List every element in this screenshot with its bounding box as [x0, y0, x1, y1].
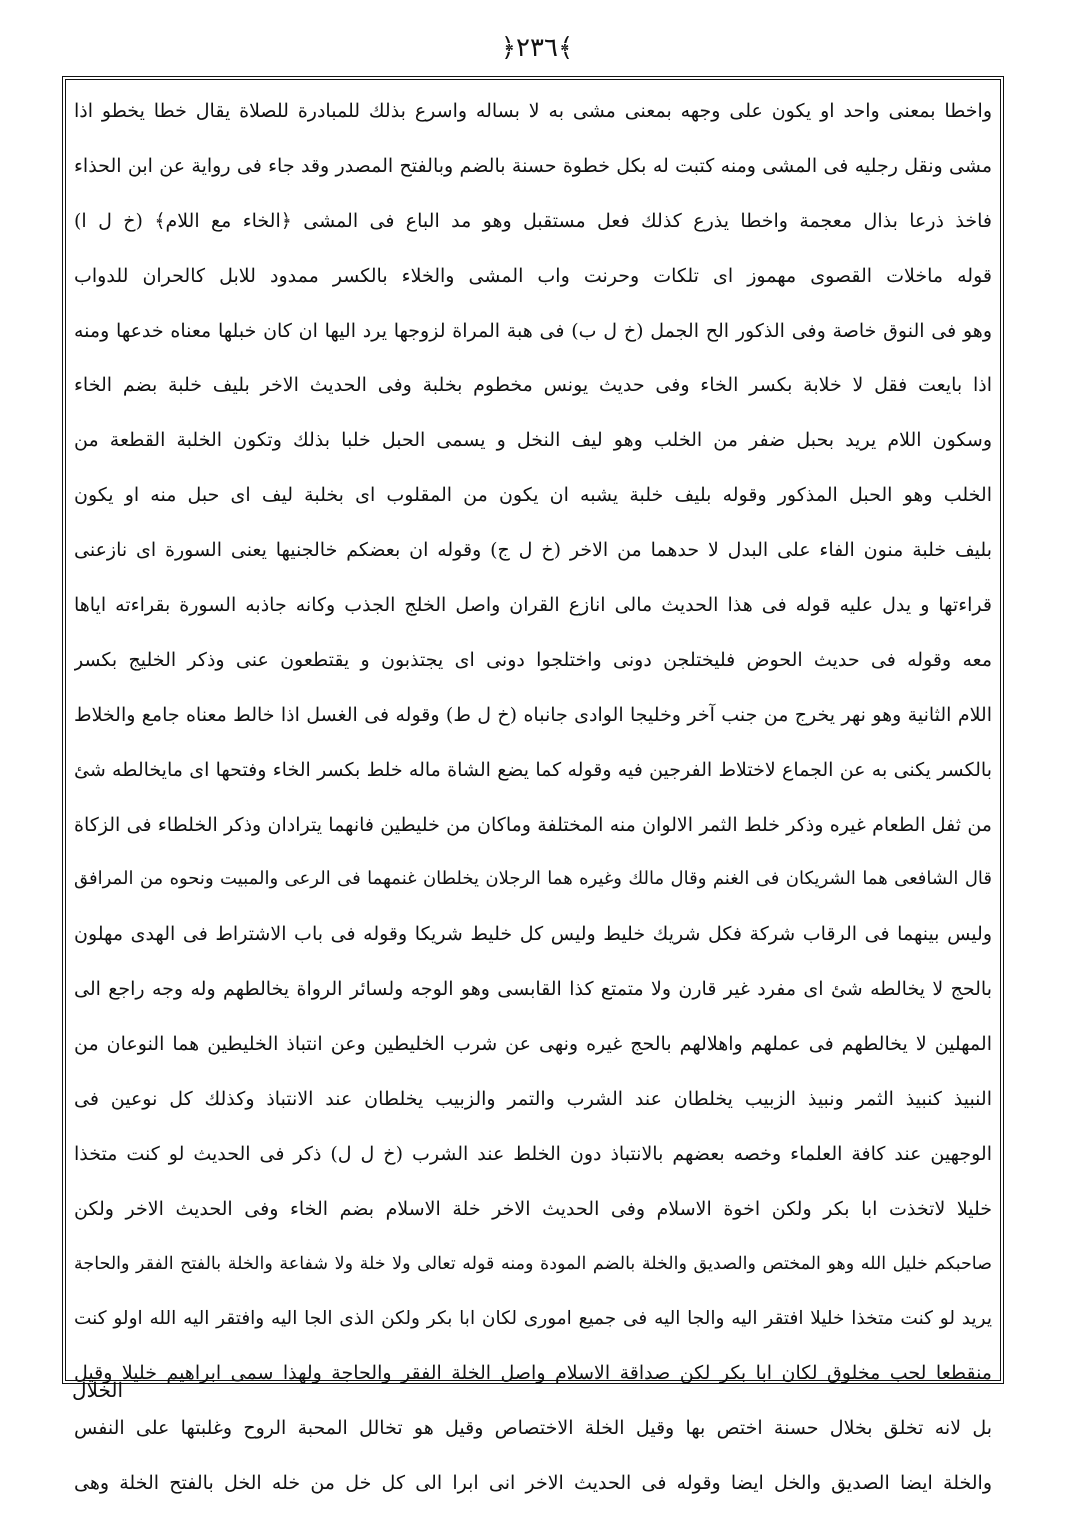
text-line: قال الشافعى هما الشريكان فى الغنم وقال مالك وغيره هما الرجلان يخلطان غنمهما فى الرعى والمبيت ونحوه من المرافق — [74, 868, 992, 890]
page-number: ﴿٢٣٦﴾ — [500, 33, 574, 63]
text-line: مشى ونقل رجليه فى المشى ومنه كتبت له بكل خطوة حسنة بالضم وبالفتح المصدر وقد جاء فى رواية عن ابن الحذاء — [74, 154, 992, 177]
text-line: اللام الثانية وهو نهر يخرج من جنب آخر وخليجا الوادى جانباه (خ ل ط) وقوله فى الغسل اذا خالط معناه جامع والخلاط — [74, 703, 992, 726]
text-line: معه وقوله فى حديث الحوض فليختلجن دونى واختلجوا دونى اى يجتذبون و يقتطعون عنى وذكر الخليج بكسر — [74, 648, 992, 671]
text-line: بالكسر يكنى به عن الجماع لاختلاط الفرجين فيه وقوله كما يضع الشاة ماله خلط بكسر الخاء وفتحها اى مايخالطه شئ — [74, 758, 992, 781]
text-line: يريد لو كنت متخذا خليلا افتقر اليه والجا اليه فى جميع امورى لكان ابا بكر ولكن الذى الجا اليه وافتقر اليه الله اولو كنت — [74, 1307, 992, 1329]
text-line: وهو فى النوق خاصة وفى الذكور الح الجمل (خ ل ب) فى هبة المراة لزوجها يرد اليها ان كان خبلها معناه خدعها ومنه — [74, 319, 992, 342]
text-line: خليلا لاتخذت ابا بكر ولكن اخوة الاسلام وفى الحديث الاخر خلة الاسلام بضم الخاء وفى الحديث الاخر ولكن — [74, 1197, 992, 1220]
catchword: الخلال — [72, 1378, 124, 1402]
text-line: اذا بايعت فقل لا خلابة بكسر الخاء وفى حديث يونس مخطوم بخلبة وفى الحديث الاخر بليف خلبة بضم الخاء — [74, 374, 992, 397]
text-line: قوله ماخلات القصوى مهموز اى تلكات وحرنت واب المشى والخلاء بالكسر ممدود للابل كالحران للدواب — [74, 264, 992, 287]
text-line: منقطعا لحب مخلوق لكان ابا بكر لكن صداقة الاسلام واصل الخلة الفقر والحاجة ولهذا سمى ابراهيم خليلا وقيل — [74, 1362, 992, 1385]
text-line: بالحج لا يخالطه شئ اى مفرد غير قارن ولا متمتع كذا القابسى وهو الوجه ولسائر الرواة يخالطهم وله وجه راجع الى — [74, 978, 992, 1001]
text-line: بل لانه تخلق بخلال حسنة اختص بها وقيل الخلة الاختصاص وقيل هو تخالل المحبة الروح وغلبتها على النفس — [74, 1417, 992, 1440]
text-line: الوجهين عند كافة العلماء وخصه بعضهم بالانتباذ دون الخلط عند الشرب (خ ل ل) ذكر فى الحديث لو كنت متخذا — [74, 1142, 992, 1165]
text-line: قراءتها و يدل عليه قوله فى هذا الحديث مالى انازع القران واصل الخلج الجذب وكانه جاذبه السورة بقراءته اياها — [74, 594, 992, 617]
text-line: فاخذ ذرعا بذال معجمة واخطا يذرع كذلك فعل مستقبل وهو مد الباع فى المشى ﴿الخاء مع اللام﴾ (خ ل ا) — [74, 209, 992, 232]
text-line: والخلة ايضا الصديق والخل ايضا وقوله فى الحديث الاخر انى ابرا الى كل خل من خله الخل بالفتح الخلة وهى — [74, 1472, 992, 1495]
text-body — [74, 84, 992, 1511]
text-line: صاحبكم خليل الله وهو المختص والصديق والخلة بالضم المودة ومنه قوله تعالى ولا خلة ولا شفاعة والخلة بالفتح الفقر والحاجة — [74, 1253, 992, 1274]
text-line: النبيذ كنبيذ الثمر ونبيذ الزبيب يخلطان عند الشرب والتمر والزبيب يخلطان عند الانتباذ وكذلك كل نوعين فى — [74, 1088, 992, 1111]
text-line: من ثفل الطعام غيره وذكر خلط الثمر الالوان منه المختلفة وماكان من خليطين فانهما يترادان وذكر الخلطاء فى الزكاة — [74, 813, 992, 836]
text-line: واخطا بمعنى واحد او يكون على وجهه بمعنى مشى به لا بساله واسرع بذلك للمبادرة للصلاة يقال خطا يخطو اذا — [74, 100, 992, 122]
text-line: المهلين لا يخالطهم فى عملهم واهلالهم بالحج غيره ونهى عن شرب الخليطين وعن انتباذ الخليطين هما النوعان من — [74, 1033, 992, 1056]
text-line: بليف خلبة منون الفاء على البدل لا حدهما من الاخر (خ ل ج) وقوله ان بعضكم خالجنيها يعنى السورة اى نازعنى — [74, 539, 992, 562]
text-line: وليس بينهما فى الرقاب شركة فكل شريك خليط وليس كل خليط شريكا وقوله فى باب الاشتراط فى الهدى مهلون — [74, 923, 992, 946]
text-line: الخلب وهو الحبل المذكور وقوله بليف خلبة يشبه ان يكون من المقلوب اى بخلبة ليف اى حبل منه او يكون — [74, 484, 992, 507]
text-line: وسكون اللام يريد بحبل ضفر من الخلب وهو ليف النخل و يسمى الحبل خلبا بذلك وتكون الخلبة القطعة من — [74, 429, 992, 452]
